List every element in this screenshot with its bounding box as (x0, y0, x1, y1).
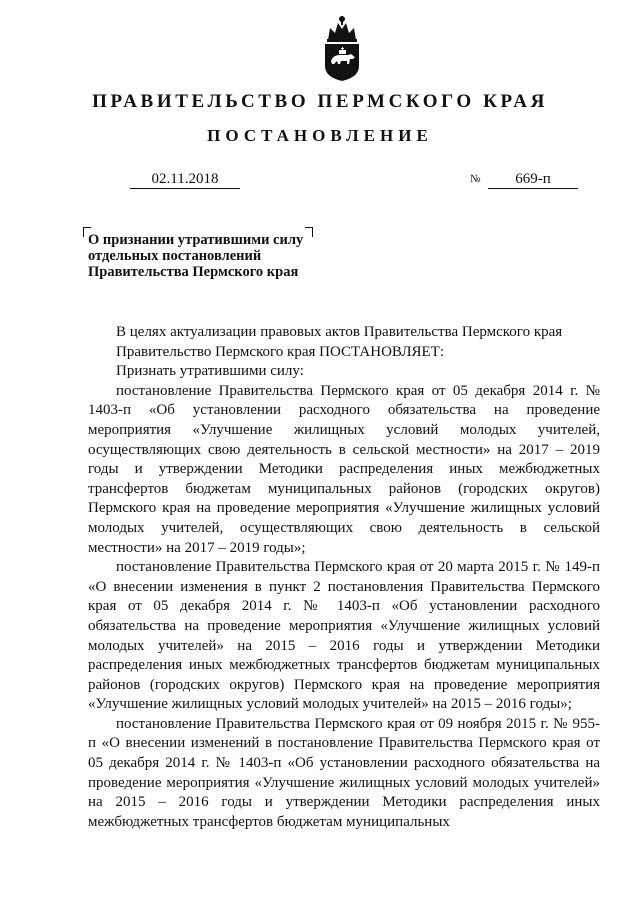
number-sign: № (470, 173, 481, 185)
document-date: 02.11.2018 (130, 171, 240, 189)
body-paragraph: Признать утратившими силу: (116, 363, 304, 380)
document-number: 669-п (488, 171, 578, 189)
perm-krai-coat-of-arms-icon (322, 14, 362, 82)
body-paragraph: В целях актуализации правовых актов Правительства Пермского края (116, 324, 563, 340)
government-title: ПРАВИТЕЛЬСТВО ПЕРМСКОГО КРАЯ (92, 91, 548, 112)
body-paragraph: постановление Правительства Пермского края от 20 марта 2015 г. № 149-п «О внесении изменения в пункт 2 постановления Правительства Пермского края от 05 декабря 2014 г. № 1403-п «Об установлении расходного обязательства на проведение мероприятия «Улучшение жилищных условий молодых учителей» на 2015 – 2016 годы и утверждении Методики распределения иных межбюджетных трансфертов бюджетам муниципальных районов (городских округов) Пермского края на проведение мероприятия «Улучшение жилищных условий молодых учителей» на 2015 – 2016 годы»; (88, 559, 600, 713)
body-paragraph: Правительство Пермского края ПОСТАНОВЛЯЕТ: (116, 343, 445, 360)
subject-line: отдельных постановлений (88, 248, 262, 264)
document-body (88, 323, 600, 832)
subject-line: Правительства Пермского края (88, 264, 299, 280)
document-type: ПОСТАНОВЛЕНИЕ (207, 126, 433, 145)
body-paragraph: постановление Правительства Пермского края от 05 декабря 2014 г. № 1403-п «Об установлении расходного обязательства на проведение мероприятия «Улучшение жилищных условий молодых учителей, осуществляющих свою деятельность в сельской местности» на 2017 – 2019 годы и утверждении Методики распределения иных межбюджетных трансфертов бюджетам муниципальных районов (городских округов) Пермского края на проведение мероприятия «Улучшение жилищных условий молодых учителей, осуществляющих свою деятельность в сельской местности» на 2017 – 2019 годы»; (88, 382, 600, 556)
body-paragraph: постановление Правительства Пермского края от 09 ноября 2015 г. № 955-п «О внесении изменений в постановление Правительства Пермского края от 05 декабря 2014 г. № 1403-п «Об установлении расходного обязательства на проведение мероприятия «Улучшение жилищных условий молодых учителей» на 2015 – 2016 годы и утверждении Методики распределения иных межбюджетных трансфертов бюджетам муниципальных (88, 715, 600, 830)
subject-line: О признании утратившими силу (88, 232, 304, 248)
document-subject (88, 232, 328, 280)
